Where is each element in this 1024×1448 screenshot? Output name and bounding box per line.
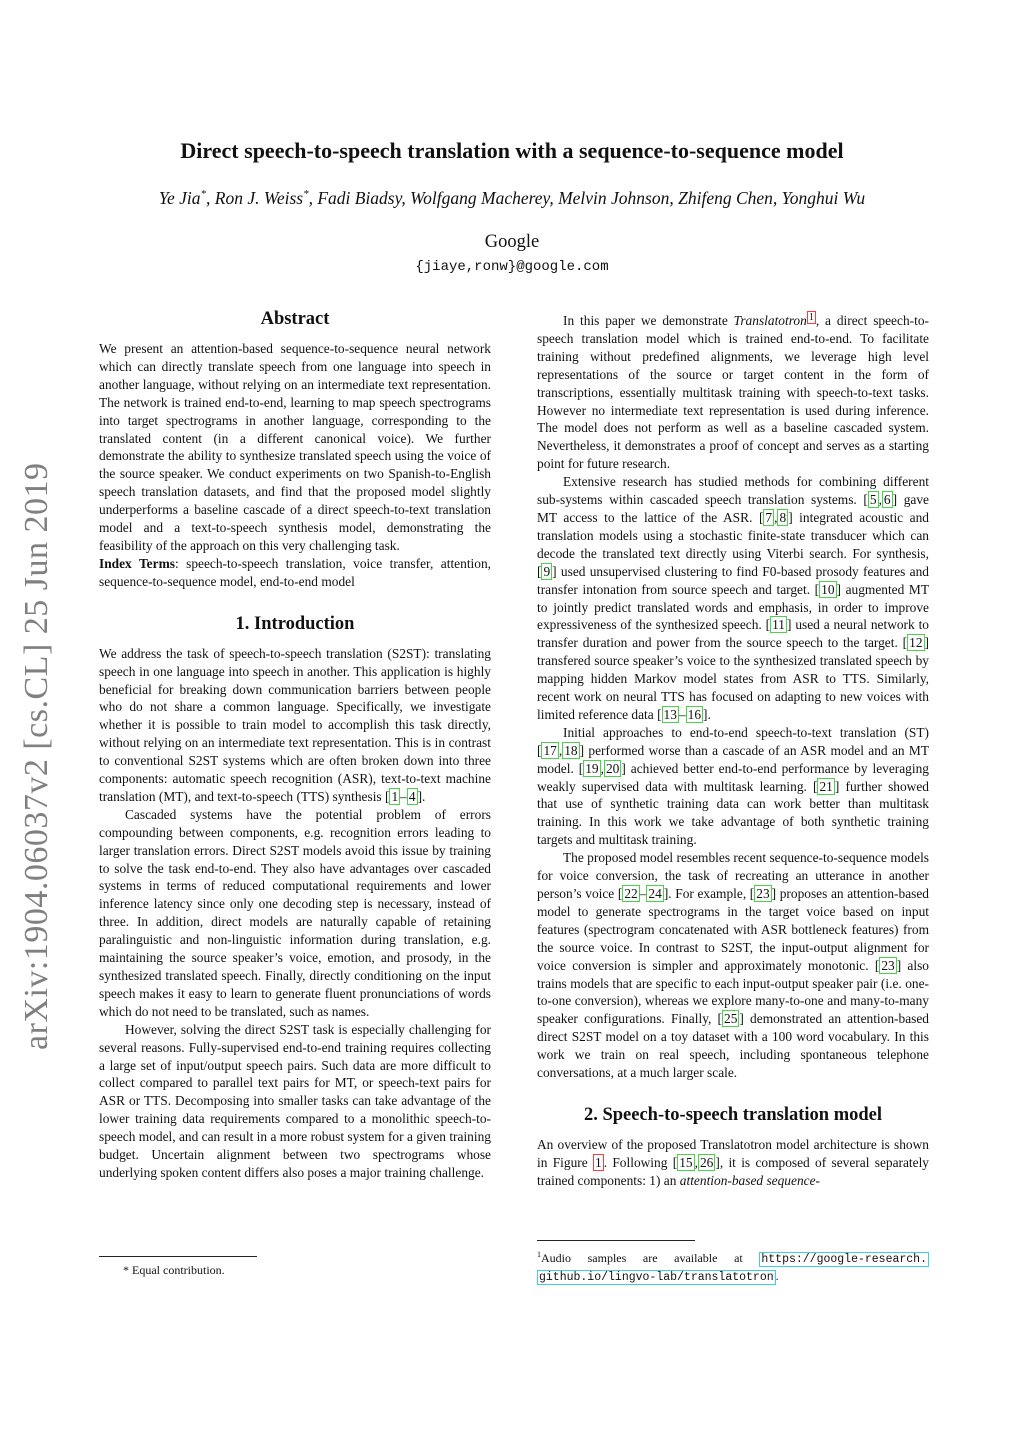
intro-paragraph-1: We address the task of speech-to-speech translation (S2ST): translating speech in one language into speech in another. This application is highly beneficial for breaking down communication barriers between people who do not share a common language. Specifically, we investigate whether it is possible to train model to accomplish this task directly, without relying on an intermediate text representation. This is in contrast to conventional S2ST systems which are often broken down into three components: automatic speech recognition (ASR), text-to-text machine translation (MT), and text-to-speech (TTS) synthesis [ 1 – 4 ].: [99, 645, 491, 804]
intro-p1-text: We address the task of speech-to-speech translation (S2ST): translating speech in one language into speech in another. This application is highly beneficial for breaking down communication barriers between people who do not share a common language. Specifically, we investigate whether it is possible to train model to accomplish this task directly, without relying on an intermediate text representation. This is in contrast to conventional S2ST systems which are often broken down into three components: automatic speech recognition (ASR), text-to-text machine translation (MT), and text-to-speech (TTS) synthesis: [99, 645, 491, 804]
index-terms-text: : speech-to-speech translation, voice transfer, attention, sequence-to-sequence model, end-to-end model: [99, 555, 491, 589]
left-column: [99, 308, 491, 1182]
introduction-heading: 1. Introduction: [235, 613, 355, 634]
abstract-text: We present an attention-based sequence-to-sequence neural network which can directly translate speech from one language into speech in another language, without relying on an intermediate text representation. The network is trained end-to-end, learning to map speech spectrograms into target spectrograms in another language, corresponding to the translated content (in a different canonical voice). We further demonstrate the ability to synthesize translated speech using the voice of the source speaker. We conduct experiments on two Spanish-to-English speech translation datasets, and find that the proposed model slightly underperforms a baseline cascade of a direct speech-to-text translation model and a text-to-speech synthesis model, demonstrating the feasibility of the approach on this very challenging task.: [99, 341, 491, 553]
citation-link[interactable]: 15: [679, 1154, 693, 1170]
section-2-heading: 2. Speech-to-speech translation model: [583, 1104, 883, 1125]
affiliation: Google: [484, 232, 540, 252]
text-run: further showed that use of synthetic training data can work better than multitask training. In this work we take advantage of both synthetic training targets and multitask training.: [537, 778, 929, 848]
right-footnote: [537, 1240, 929, 1286]
text-run: augmented MT to jointly predict translated words and emphasis, in order to improve expressiveness of the synthesized speech.: [537, 581, 929, 633]
right-paragraph-1: [537, 312, 929, 473]
text-run: also trains models that are specific to each input-output speaker pair (i.e. one-to-one conversion), whereas we explore many-to-one and many-to-many speaker configurations. Finally,: [537, 957, 929, 1027]
text-run: . Following: [603, 1154, 673, 1170]
equal-contribution-mark: *: [200, 188, 207, 201]
citation-link[interactable]: 5: [869, 492, 877, 508]
text-run: integrated acoustic and translation models using a stochastic finite-state transducer which can decode the translated text directly using Viterbi search. For synthesis,: [537, 509, 929, 561]
left-footnote: [99, 1256, 491, 1278]
model-name: Translatotron: [733, 313, 807, 328]
text-run: used unsupervised clustering to find F0-based prosody features and transfer intonation from source speech and target.: [537, 563, 929, 597]
paper-title: Direct speech-to-speech translation with a sequence-to-sequence model: [180, 138, 844, 163]
citation-link[interactable]: 21: [819, 778, 833, 794]
text-run: Extensive research has studied methods for combining different sub-systems within cascaded speech translation systems.: [537, 474, 929, 508]
footnote-rule: [99, 1256, 257, 1257]
section-2-paragraph: An overview of the proposed Translatotron model architecture is shown in Figure 1 . Following [ 15 , 26 ], it is composed of several separately trained components: 1) an attention-based sequence-: [537, 1136, 930, 1188]
citation-link[interactable]: 17: [543, 742, 557, 758]
citation-link[interactable]: 20: [605, 760, 620, 776]
citation-link[interactable]: 1: [391, 788, 399, 804]
footnote-link[interactable]: 1: [808, 311, 814, 323]
citation-link[interactable]: 10: [821, 581, 835, 597]
text-run: gave MT access to the lattice of the ASR.: [537, 492, 929, 525]
footnote-mark: *: [123, 1263, 129, 1277]
citation-link[interactable]: 19: [585, 760, 599, 776]
citation-link[interactable]: 9: [543, 563, 551, 579]
author-email: {jiaye,ronw}@google.com: [415, 259, 609, 275]
right-paragraph-2: Extensive research has studied methods for combining different sub-systems within cascaded speech translation systems. [ 5 , 6 ] gave MT access to the lattice of the ASR. [ 7 , 8 ] integrated acoustic and translation models using a stochastic finite-state transducer which can decode the translated text directly using Viterbi search. For synthesis, [ 9 ] used unsupervised clustering to find F0-based prosody features and transfer intonation from source speech and target. [ 10 ] augmented MT to jointly predict translated words and emphasis, in order to improve expressiveness of the synthesized speech. [ 11 ] used a neural network to transfer duration and power from the source speech to the target. [ 12 ] transfered source speaker’s voice to the synthesized translated speech by mapping hidden Markov model states from ASR to TTS. Similarly, recent work on neural TTS has focused on adapting to new voices with limited reference data [ 13 – 16 ].: [537, 474, 929, 722]
text-run: , it is composed of several separately trained components: 1) an: [537, 1154, 930, 1188]
author-2: Ron J. Weiss: [214, 188, 304, 208]
text-run: An overview of the proposed Translatotron model architecture is shown in Figure: [537, 1136, 929, 1170]
text-run: The proposed model resembles recent sequence-to-sequence models for voice conversion, the task of recreating an utterance in another person’s voice: [537, 850, 929, 901]
text-run: demonstrated an attention-based direct S2ST model on a toy dataset with a 100 word vocabulary. In this work we train on real speech, including spontaneous telephone conversations, at a much larger scale.: [537, 1011, 929, 1081]
other-authors: Fadi Biadsy, Wolfgang Macherey, Melvin Johnson, Zhifeng Chen, Yonghui Wu: [317, 188, 866, 208]
author-1: Ye Jia: [158, 188, 201, 208]
citation-link[interactable]: 12: [909, 635, 923, 651]
citation-link[interactable]: 4: [408, 788, 416, 804]
audio-samples-url[interactable]: https://google-research.: [761, 1253, 927, 1266]
index-terms-label: Index Terms: [99, 555, 175, 571]
text-run: . For example,: [668, 886, 750, 901]
citation-range-dash: –: [400, 788, 407, 804]
citation-link[interactable]: 23: [756, 886, 770, 901]
index-terms: [99, 555, 491, 591]
citation-link[interactable]: 22: [624, 886, 638, 901]
footnote-mark: 1: [537, 1250, 541, 1259]
citation-link[interactable]: 25: [724, 1011, 738, 1027]
footnote-text: Equal contribution.: [129, 1263, 225, 1277]
text-run: , a direct speech-to-speech translation model which is trained end-to-end. To facilitate training without predefined alignments, we leverage high level representations of the source or target content in the form of transcriptions, essentially multitask training with speech-to-text tasks. However no intermediate text representation is used during inference. The model does not perform as well as a baseline cascaded system. Nevertheless, it demonstrates a proof of concept and serves as a starting point for future research.: [537, 313, 929, 472]
abstract-heading: Abstract: [260, 309, 330, 329]
citation-link[interactable]: 18: [564, 742, 578, 758]
audio-samples-url[interactable]: github.io/lingvo-lab/translatotron: [539, 1271, 774, 1284]
citation-link[interactable]: 16: [687, 706, 702, 722]
equal-contribution-mark: *: [303, 188, 309, 201]
citation-link[interactable]: 8: [779, 509, 787, 525]
intro-p1-end: ].: [417, 788, 426, 804]
citation-link[interactable]: 13: [663, 706, 677, 722]
text-run: In this paper we demonstrate: [563, 313, 734, 328]
intro-paragraph-2: Cascaded systems have the potential problem of errors compounding between components, e.g. recognition errors leading to larger translation errors. Direct S2ST models avoid this issue by training to solve the task end-to-end. They also have advantages over cascaded systems in terms of reduced computational requirements and lower inference latency since only one decoding step is necessary, instead of three. In addition, direct models are naturally capable of retaining paralinguistic and non-linguistic information during translation, e.g. maintaining the source speaker’s voice, emotion, and prosody, in the synthesized translated speech. Finally, directly conditioning on the input speech makes it easy to learn to generate fluent pronunciations of words which do not need to be translated, such as names.: [99, 806, 491, 1019]
text-run: Initial approaches to end-to-end speech-to-text translation (ST): [563, 724, 929, 740]
citation-link[interactable]: 26: [699, 1154, 714, 1170]
right-paragraph-3: Initial approaches to end-to-end speech-to-text translation (ST) [ 17 , 18 ] performed worse than a cascade of an ASR model and an MT model. [ 19 , 20 ] achieved better end-to-end performance by leveraging weakly supervised data with multitask learning. [ 21 ] further showed that use of synthetic training data can work better than multitask training. In this work we take advantage of both synthetic training targets and multitask training.: [537, 724, 929, 848]
text-run: performed worse than a cascade of an ASR model and an MT model.: [537, 742, 929, 776]
citation-link[interactable]: 24: [648, 886, 662, 901]
footnote-text: Audio samples are available at: [541, 1251, 760, 1265]
citation-link[interactable]: 23: [881, 957, 895, 973]
equal-contribution-footnote: [99, 1263, 491, 1278]
audio-samples-footnote: [537, 1247, 929, 1286]
text-run: used a neural network to transfer duration and power from the source speech to the target.: [537, 617, 929, 651]
footnote-rule: [537, 1240, 695, 1241]
citation-link[interactable]: 11: [772, 617, 785, 633]
footnote-end: .: [775, 1269, 779, 1283]
text-run: proposes an attention-based model to generate spectrograms in the target voice based on input features (spectrogram concatenated with ASR bottleneck features) from the source voice. In contrast to S2ST, the input-output alignment for voice conversion is simpler and approximately monotonic.: [537, 886, 929, 973]
citation-link[interactable]: 7: [765, 509, 773, 525]
arxiv-identifier: arXiv:1904.06037v2 [cs.CL] 25 Jun 2019: [18, 462, 55, 1050]
figure-link[interactable]: 1: [595, 1154, 602, 1170]
right-column: [537, 312, 929, 1190]
citation-link[interactable]: 6: [883, 492, 891, 508]
right-paragraph-4: The proposed model resembles recent sequence-to-sequence models for voice conversion, the task of recreating an utterance in another person’s voice [ 22 – 24 ]. For example, [ 23 ] proposes an attention-based model to generate spectrograms in the target voice based on input features (spectrogram concatenated with ASR bottleneck features) from the source voice. In contrast to S2ST, the input-output alignment for voice conversion is simpler and approximately monotonic. [ 23 ] also trains models that are specific to each input-output speaker pair (i.e. one-to-one conversion), whereas we explore many-to-one and many-to-many speaker configurations. Finally, [ 25 ] demonstrated an attention-based direct S2ST model on a toy dataset with a 100 word vocabulary. In this work we train on real speech, including spontaneous telephone conversations, at a much larger scale.: [537, 850, 929, 1081]
text-run: achieved better end-to-end performance by leveraging weakly supervised data with multitask learning.: [537, 760, 929, 794]
text-run-italic: attention-based sequence-: [679, 1172, 820, 1188]
intro-paragraph-3: However, solving the direct S2ST task is especially challenging for several reasons. Fully-supervised end-to-end training requires collecting a large set of input/output speech pairs. Such data are more difficult to collect compared to parallel text pairs for MT, or speech-text pairs for ASR or TTS. Decomposing into smaller tasks can take advantage of the lower training data requirements compared to a monolithic speech-to-speech model, and can result in a more robust system for a given training budget. Uncertain alignment between two spectrograms whose underlying spoken content differs also poses a major training challenge.: [99, 1021, 491, 1180]
text-run: transfered source speaker’s voice to the synthesized translated speech by mapping hidden Markov model states from ASR to TTS. Similarly, recent work on neural TTS has focused on adapting to new voices with limited reference data: [537, 653, 929, 722]
author-list: Ye Jia*, Ron J. Weiss*, Fadi Biadsy, Wolfgang Macherey, Melvin Johnson, Zhifeng Chen, Yonghui Wu: [158, 188, 866, 208]
